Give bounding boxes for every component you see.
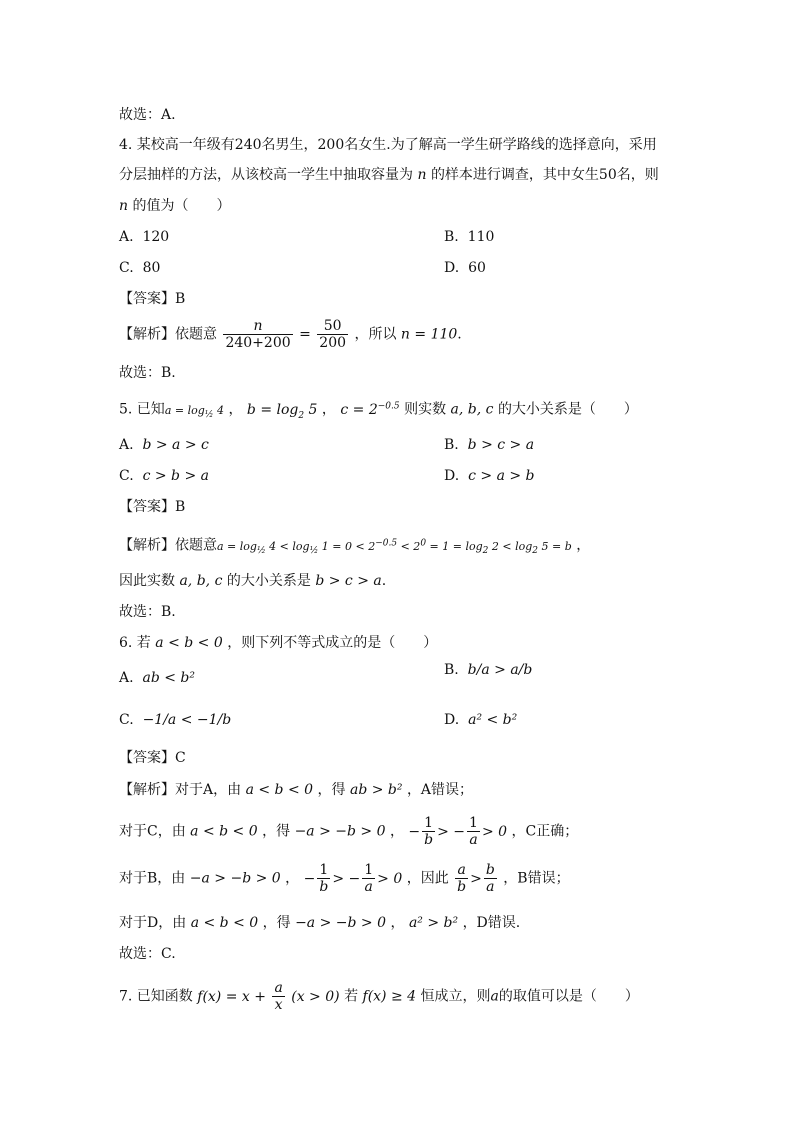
analysis-suffix: ，所以 bbox=[354, 326, 397, 343]
option-label: B. bbox=[444, 662, 459, 678]
analysis-math: a² > b² bbox=[408, 915, 459, 931]
q6-option-a[interactable] bbox=[119, 668, 195, 688]
q6-cond: a < b < 0 bbox=[155, 635, 223, 651]
analysis-text-b: 的大小关系是 bbox=[226, 573, 311, 589]
cond: a < b < 0 bbox=[190, 915, 259, 931]
option-label: B. bbox=[444, 437, 459, 453]
analysis-result: b > c > a bbox=[315, 573, 382, 589]
q5-vars: a, b, c bbox=[450, 401, 494, 418]
analysis-prefix: 【解析】依题意 bbox=[119, 537, 217, 554]
q5-vars-2: a, b, c bbox=[179, 573, 223, 589]
q7-stem bbox=[119, 980, 639, 1013]
option-value: 60 bbox=[468, 260, 486, 276]
q5-option-b[interactable] bbox=[444, 435, 534, 455]
option-label: A. bbox=[119, 437, 134, 453]
option-value: 110 bbox=[467, 229, 495, 245]
q4-var-n-2: n bbox=[119, 198, 129, 214]
cond: a < b < 0 bbox=[245, 782, 314, 798]
analysis-prefix: 【解析】依题意 bbox=[119, 326, 217, 343]
q5-stem-text-e: 的大小关系是（ ） bbox=[497, 401, 638, 418]
option-label: A. bbox=[119, 670, 134, 686]
analysis-math: −a > −b > 0 bbox=[295, 915, 387, 931]
q6-stem-text-b: ，则下列不等式成立的是（ ） bbox=[227, 635, 438, 651]
q7-stem-text-c: 恒成立，则 bbox=[420, 988, 491, 1005]
option-label: D. bbox=[444, 468, 460, 484]
analysis-text: ，A错误； bbox=[406, 782, 474, 798]
q6-conclusion: 故选：C. bbox=[119, 946, 176, 962]
q5-conclusion: 故选：B. bbox=[119, 604, 176, 620]
q6-stem bbox=[119, 633, 437, 653]
q6-option-b[interactable] bbox=[444, 660, 532, 680]
analysis-text: ，D错误. bbox=[462, 915, 521, 931]
analysis-text: ，得 bbox=[262, 915, 291, 931]
option-label: D. bbox=[444, 712, 460, 728]
q3-conclusion: 故选：A. bbox=[119, 107, 176, 123]
q6-option-c[interactable] bbox=[119, 710, 231, 730]
analysis-text: ，C正确； bbox=[511, 823, 579, 840]
q6-analysis-b: 对于B，由 −a > −b > 0 ， − $\frac{1}{b}$ > − $\frac{1}{a}$ > 0 ，因此 $\frac{a}{b}$ > $\frac{b}{a}$ ，B错误； bbox=[119, 862, 570, 895]
q6-b-result: $\frac{a}{b}$ > $\frac{b}{a}$ bbox=[457, 862, 495, 895]
option-value: c > b > a bbox=[142, 468, 209, 484]
option-label: C. bbox=[119, 260, 134, 276]
q5-analysis-line1: 【解析】依题意$a = \log_{\frac{1}{2}} 4 < \log_{\frac{1}{2}} 1 = 0 < 2^{-0.5} < 2^0 = 1 = \log_2 2 < \log_2 5 = b$ ， bbox=[119, 537, 591, 556]
q5-option-a[interactable] bbox=[119, 435, 209, 455]
q7-var: a bbox=[490, 988, 499, 1005]
frac-den: 240+200 bbox=[225, 335, 291, 351]
q4-option-a[interactable] bbox=[119, 227, 169, 247]
option-value: 120 bbox=[142, 229, 170, 245]
option-value: 80 bbox=[142, 260, 161, 276]
q5-analysis-line2: 因此实数 a, b, c 的大小关系是 b > c > a. bbox=[119, 573, 387, 589]
option-value: c > a > b bbox=[468, 468, 535, 484]
q7-func: f(x) = x + $\frac{a}{x}$ (x > 0) bbox=[197, 980, 340, 1013]
option-label: C. bbox=[119, 712, 134, 728]
q4-option-b[interactable] bbox=[444, 227, 494, 247]
analysis-text: 对于D，由 bbox=[119, 915, 187, 931]
q6-analysis-c: 对于C，由 a < b < 0 ，得 −a > −b > 0 ， − $\frac{1}{b}$ > − $\frac{1}{a}$ > 0 ，C正确； bbox=[119, 815, 579, 848]
q6-b-ineq: − $\frac{1}{b}$ > − $\frac{1}{a}$ > 0 bbox=[303, 862, 403, 895]
analysis-math: ab > b² bbox=[349, 782, 403, 798]
q6-option-d[interactable] bbox=[444, 710, 517, 730]
option-label: C. bbox=[119, 468, 134, 484]
q4-stem-line2 bbox=[119, 165, 659, 185]
q4-stem-text: 分层抽样的方法，从该校高一学生中抽取容量为 bbox=[119, 167, 413, 183]
analysis-text: 对于C，由 bbox=[119, 823, 186, 840]
q4-analysis: 【解析】依题意 $\frac{n}{240+200}$ = $\frac{50}{200}$ ，所以 n = 110. bbox=[119, 318, 462, 351]
q5-stem-text-d: 则实数 bbox=[404, 401, 447, 418]
q5-a-def: $a = \log_{\frac{1}{2}} 4$ bbox=[164, 403, 224, 420]
option-label: B. bbox=[444, 229, 459, 245]
q4-var-n: n bbox=[417, 167, 427, 183]
q4-option-d[interactable] bbox=[444, 258, 486, 278]
q5-chain: $a = \log_{\frac{1}{2}} 4 < \log_{\frac{1}{2}} 1 = 0 < 2^{-0.5} < 2^0 = 1 = \log_2 2 < \log_2 5 = b$ bbox=[217, 538, 572, 556]
sep: ， bbox=[228, 401, 243, 418]
q7-cond: f(x) ≥ 4 bbox=[362, 988, 417, 1005]
sep: ， bbox=[321, 401, 336, 418]
cond: a < b < 0 bbox=[190, 823, 258, 840]
option-value: −1/a < −1/b bbox=[142, 712, 232, 728]
q4-stem-line1: 4. 某校高一年级有240名男生，200名女生.为了解高一学生研学路线的选择意向，采用 bbox=[119, 137, 657, 153]
result: n = 110 bbox=[400, 326, 458, 343]
analysis-math: −a > −b > 0 bbox=[189, 870, 281, 887]
q4-conclusion: 故选：B. bbox=[119, 365, 176, 381]
analysis-text: 对于B，由 bbox=[119, 870, 186, 887]
q5-answer: 【答案】B bbox=[119, 499, 186, 515]
q5-stem bbox=[119, 396, 638, 425]
option-label: D. bbox=[444, 260, 460, 276]
option-value: ab < b² bbox=[142, 670, 195, 686]
q5-option-d[interactable] bbox=[444, 466, 535, 486]
fraction-2 bbox=[317, 318, 348, 351]
q5-b-def: $b = \log_2 5$ bbox=[246, 401, 318, 421]
q7-stem-text: 7. 已知函数 bbox=[119, 988, 193, 1005]
option-label: A. bbox=[119, 229, 134, 245]
q4-option-c[interactable] bbox=[119, 258, 160, 278]
analysis-math: −a > −b > 0 bbox=[294, 823, 386, 840]
analysis-text: ，因此 bbox=[406, 870, 449, 887]
q4-stem-line3 bbox=[119, 196, 230, 216]
q5-c-def: $c = 2^{-0.5}$ bbox=[340, 401, 400, 418]
q6-analysis-d: 对于D，由 a < b < 0 ，得 −a > −b > 0 ， a² > b² ，D错误. bbox=[119, 915, 521, 931]
analysis-text: ，B错误； bbox=[503, 870, 570, 887]
equals: = bbox=[299, 326, 311, 343]
frac-den: 200 bbox=[319, 335, 347, 351]
analysis-text: ，得 bbox=[317, 782, 346, 798]
q6-c-ineq: − $\frac{1}{b}$ > − $\frac{1}{a}$ > 0 bbox=[408, 815, 508, 848]
frac-num: 50 bbox=[317, 318, 348, 335]
q7-stem-text-b: 若 bbox=[344, 988, 359, 1005]
option-value: a² < b² bbox=[468, 712, 518, 728]
q6-stem-text: 6. 若 bbox=[119, 635, 151, 651]
q4-stem-text-b: 的样本进行调查，其中女生50名，则 bbox=[430, 167, 659, 183]
option-value: b > a > c bbox=[142, 437, 209, 453]
option-value: b/a > a/b bbox=[467, 662, 533, 678]
analysis-text: 【解析】对于A，由 bbox=[119, 782, 242, 798]
q7-stem-text-d: 的取值可以是（ ） bbox=[498, 988, 639, 1005]
analysis-text: 因此实数 bbox=[119, 573, 175, 589]
q6-answer: 【答案】C bbox=[119, 750, 186, 766]
q4-answer: 【答案】B bbox=[119, 291, 186, 307]
option-value: b > c > a bbox=[467, 437, 535, 453]
analysis-text: ，得 bbox=[262, 823, 291, 840]
q4-stem-text-c: 的值为（ ） bbox=[132, 198, 231, 214]
fraction-1 bbox=[223, 318, 292, 351]
q5-option-c[interactable] bbox=[119, 466, 209, 486]
q5-stem-text: 5. 已知 bbox=[119, 401, 165, 418]
q6-analysis-a bbox=[119, 780, 473, 800]
frac-num: n bbox=[223, 318, 292, 335]
